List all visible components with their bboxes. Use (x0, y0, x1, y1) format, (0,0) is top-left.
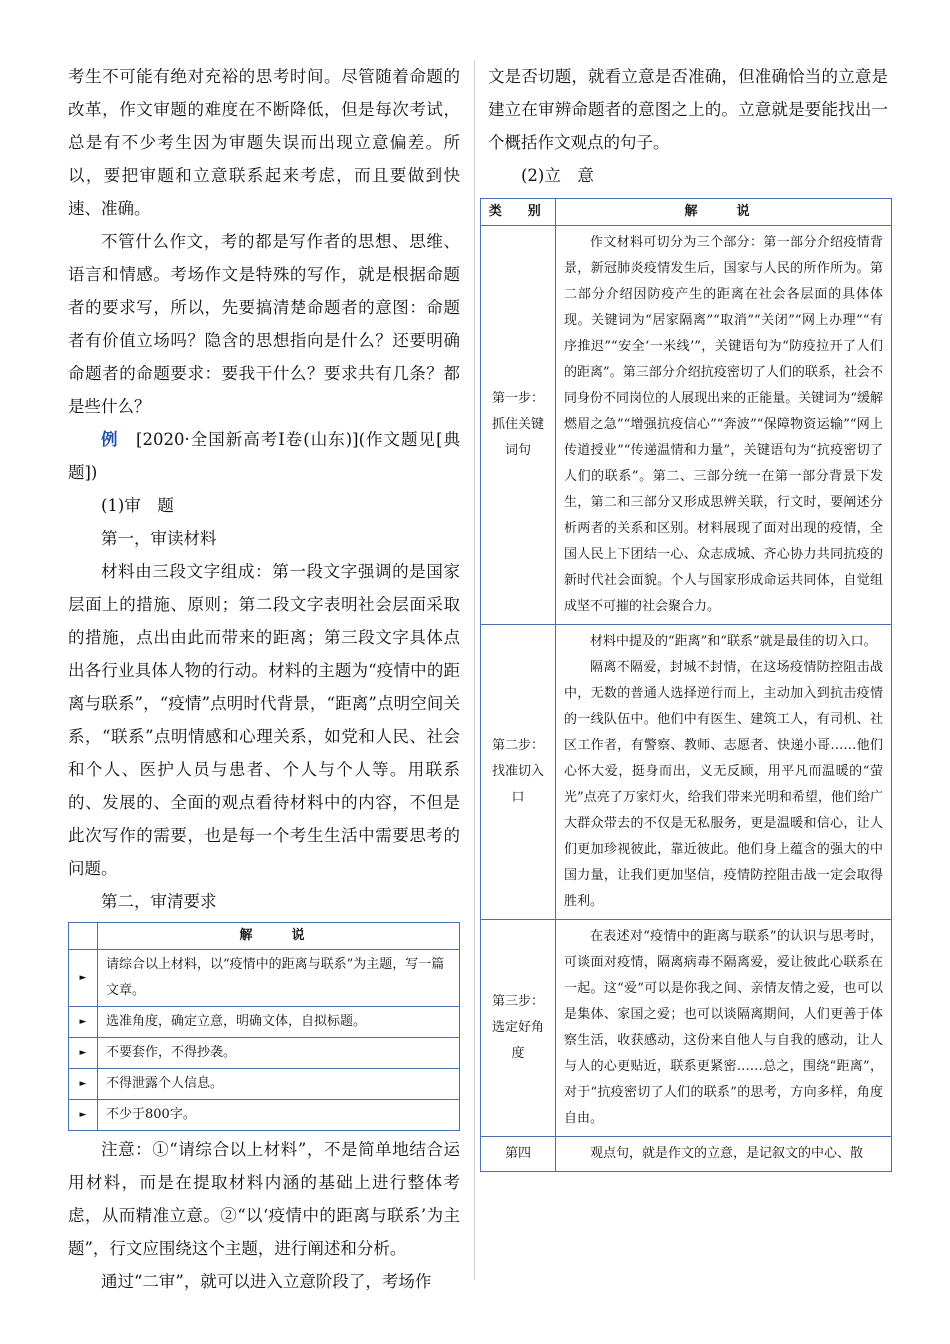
step-label: 第一步：抓住关键词句 (481, 226, 556, 625)
paragraph: 文是否切题，就看立意是否准确，但准确恰当的立意是建立在审辨命题者的意图之上的。立意就是要能找出一个概括作文观点的句子。 (488, 67, 888, 152)
step-heading: 第一，审读材料 (101, 529, 217, 548)
table-header-category: 类 别 (481, 199, 556, 226)
table-row (481, 625, 892, 920)
step-heading: 第二，审清要求 (101, 892, 217, 911)
table-cell: 请综合以上材料，以“疫情中的距离与联系”为主题，写一篇文章。 (98, 950, 460, 1007)
example-label: 例 (101, 430, 119, 449)
table-paragraph: 在表述对“疫情中的距离与联系”的认识与思考时，可谈面对疫情，隔离病毒不隔离爱，爱让彼此心联系在一起。这“爱”可以是你我之间、亲情友情之爱，也可以是集体、家国之爱；也可以谈隔离期间，人们更善于体察生活，收获感动，这份来自他人与自我的感动，让人与人的心更贴近，联系更紧密……总之，围绕“距离”，对于“抗疫密切了人们的联系”的思考，方向多样，角度自由。 (564, 929, 883, 1126)
table-paragraph: 作文材料可切分为三个部分：第一部分介绍疫情背景，新冠肺炎疫情发生后，国家与人民的所作所为。第二部分介绍因防疫产生的距离在社会各层面的具体体现。关键词为“居家隔离”“取消”“关闭”“网上办理”“有序推迟”“安全‘一米线’”，关键语句为“防疫拉开了人们的距离”。第三部分介绍抗疫密切了人们的联系，社会不同身份不同岗位的人展现出来的正能量。关键词为“缓解燃眉之急”“增强抗疫信心”“奔波”“保障物资运输”“网上传道授业”“传递温情和力量”，关键语句为“抗疫密切了人们的联系”。第二、三部分统一在第一部分背景下发生，第二和三部分又形成思辨关联，行文时，要阐述分析两者的关系和区别。材料展现了面对出现的疫情，全国人民上下团结一心、众志成城、齐心协力共同抗疫的新时代社会面貌。个人与国家形成命运共同体，自觉组成坚不可摧的社会聚合力。 (564, 235, 883, 614)
step-description (556, 226, 892, 625)
example-text: [2020·全国新高考Ⅰ卷(山东)](作文题见[典题]) (68, 430, 461, 482)
step-label: 第三步：选定好角度 (481, 920, 556, 1137)
table-paragraph: 观点句，就是作文的立意，是记叙文的中心、散 (590, 1146, 864, 1161)
table-row (481, 920, 892, 1137)
column-divider (474, 60, 475, 1280)
left-column (68, 60, 460, 1298)
example-line (68, 423, 460, 489)
table-header: 解 说 (98, 923, 460, 950)
table-row (69, 1007, 460, 1038)
step-description (556, 625, 892, 920)
paragraph: 不管什么作文，考的都是写作者的思想、思维、语言和情感。考场作文是特殊的写作，就是根据命题者的要求写，所以，先要搞清楚命题者的意图：命题者有价值立场吗？隐含的思想指向是什么？还要明确命题者的命题要求：要我干什么？要求共有几条？都是些什么？ (68, 232, 460, 416)
table-row (69, 1038, 460, 1069)
table-header-row (69, 923, 460, 950)
triangle-bullet-icon: ► (69, 1038, 98, 1069)
table-header-row (481, 199, 892, 226)
step-label: 第四 (481, 1137, 556, 1172)
triangle-bullet-icon: ► (69, 1069, 98, 1100)
table-cell: 选准角度，确定立意，明确文体，自拟标题。 (98, 1007, 460, 1038)
triangle-bullet-icon: ► (69, 1007, 98, 1038)
table-paragraph: 材料中提及的“距离”和“联系”就是最佳的切入口。 (590, 634, 877, 649)
paragraph: 考生不可能有绝对充裕的思考时间。尽管随着命题的改革，作文审题的难度在不断降低，但是每次考试，总是有不少考生因为审题失误而出现立意偏差。所以，要把审题和立意联系起来考虑，而且要做到快速、准确。 (68, 67, 460, 218)
table-row (69, 1100, 460, 1131)
table-row (481, 1137, 892, 1172)
step-description (556, 1137, 892, 1172)
paragraph: 通过“二审”，就可以进入立意阶段了，考场作 (101, 1272, 432, 1291)
table-cell: 不要套作，不得抄袭。 (98, 1038, 460, 1069)
step-description (556, 920, 892, 1137)
table-row (481, 226, 892, 625)
triangle-bullet-icon: ► (69, 1100, 98, 1131)
requirements-table (68, 922, 460, 1131)
table-row (69, 950, 460, 1007)
right-column (488, 60, 888, 1172)
triangle-bullet-icon: ► (69, 950, 98, 1007)
strategy-table (480, 198, 892, 1172)
note-paragraph: 注意：①“请综合以上材料”，不是简单地结合运用材料，而是在提取材料内涵的基础上进行整体考虑，从而精准立意。②“以‘疫情中的距离与联系’为主题”，行文应围绕这个主题，进行阐述和分析。 (68, 1140, 460, 1258)
section-heading: (2)立 意 (521, 166, 594, 185)
step-label: 第二步：找准切入口 (481, 625, 556, 920)
table-header-description: 解 说 (556, 199, 892, 226)
table-row (69, 1069, 460, 1100)
table-paragraph: 隔离不隔爱，封城不封情，在这场疫情防控阻击战中，无数的普通人选择逆行而上，主动加入到抗击疫情的一线队伍中。他们中有医生、建筑工人，有司机、社区工作者，有警察、教师、志愿者、快递小哥……他们心怀大爱，挺身而出，义无反顾，用平凡而温暖的“萤光”点亮了万家灯火，给我们带来光明和希望，他们给广大群众带去的不仅是无私服务，更是温暖和信心，让人们更加珍视彼此，靠近彼此。他们身上蕴含的强大的中国力量，让我们更加坚信，疫情防控阻击战一定会取得胜利。 (564, 660, 883, 909)
section-heading: (1)审 题 (101, 496, 174, 515)
paragraph: 材料由三段文字组成：第一段文字强调的是国家层面上的措施、原则；第二段文字表明社会层面采取的措施，点出由此而带来的距离；第三段文字具体点出各行业具体人物的行动。材料的主题为“疫情中的距离与联系”，“疫情”点明时代背景，“距离”点明空间关系，“联系”点明情感和心理关系，如党和人民、社会和个人、医护人员与患者、个人与个人等。用联系的、发展的、全面的观点看待材料中的内容，不但是此次写作的需要，也是每一个考生生活中需要思考的问题。 (68, 562, 460, 878)
table-cell: 不得泄露个人信息。 (98, 1069, 460, 1100)
table-cell: 不少于800字。 (98, 1100, 460, 1131)
